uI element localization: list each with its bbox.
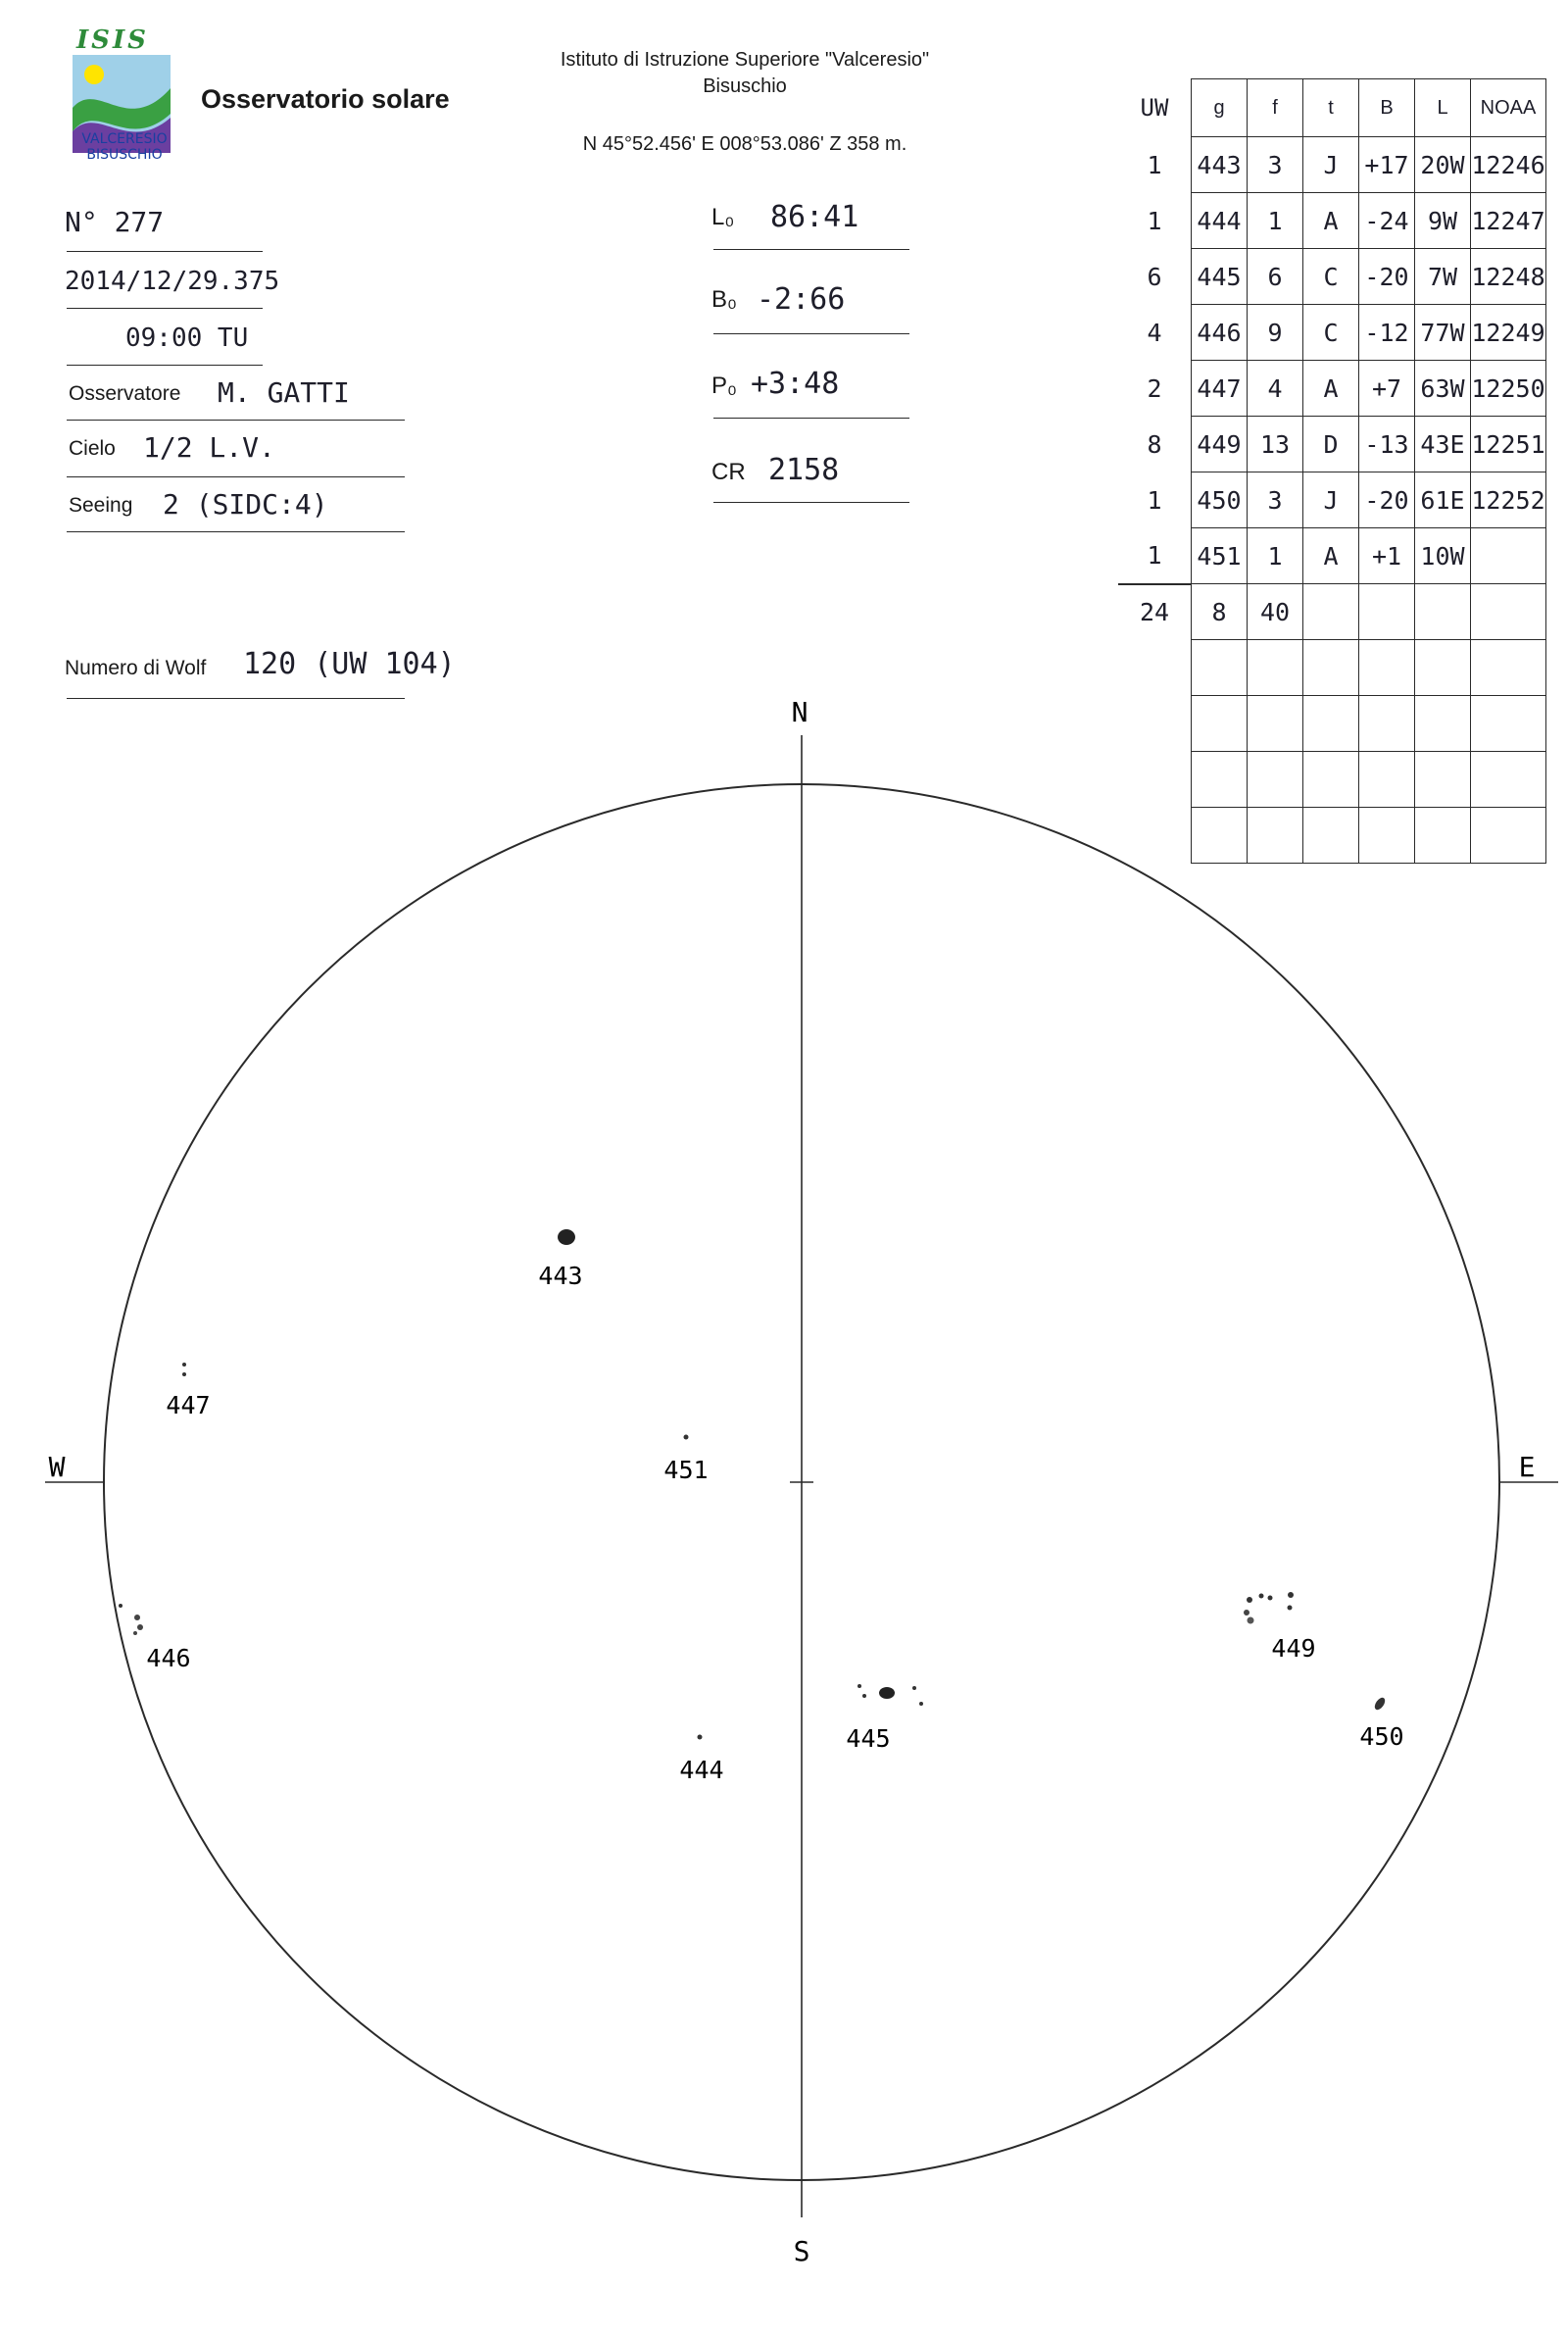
b0-label: B₀ (711, 286, 737, 313)
cell-f: 6 (1248, 249, 1303, 305)
cell-l: 20W (1415, 137, 1471, 193)
cell-f: 1 (1248, 528, 1303, 584)
cell-g: 443 (1192, 137, 1248, 193)
cell-uw: 1 (1147, 206, 1162, 235)
group-label-443: 443 (538, 1262, 583, 1290)
south-label: S (793, 2235, 810, 2267)
west-label: W (48, 1451, 66, 1483)
observatory-title: Osservatorio solare (201, 84, 450, 114)
l0-label: L₀ (711, 204, 735, 230)
observation-date: 2014/12/29.375 (65, 267, 280, 296)
cell-g: 451 (1192, 528, 1248, 584)
total-f: 40 (1248, 584, 1303, 640)
cell-f: 3 (1248, 472, 1303, 528)
cell-l: 7W (1415, 249, 1471, 305)
cell-t: A (1303, 528, 1359, 584)
p0-value: +3:48 (751, 367, 840, 401)
cr-label: CR (711, 459, 746, 485)
cell-noaa: 12250 (1471, 361, 1546, 417)
sunspot-group-445 (858, 1684, 923, 1706)
cell-t: A (1303, 361, 1359, 417)
sunspot-group-446 (119, 1604, 143, 1635)
logo-text: ISIS (76, 25, 149, 55)
cell-b: +7 (1359, 361, 1415, 417)
logo-subtitle-1: VALCERESIO (81, 131, 168, 147)
wolf-number-value: 120 (UW 104) (243, 647, 456, 681)
cell-b: -12 (1359, 305, 1415, 361)
header-l: L (1415, 79, 1471, 137)
cell-uw: 6 (1147, 262, 1162, 291)
cell-t: C (1303, 305, 1359, 361)
cell-b: +1 (1359, 528, 1415, 584)
header-f: f (1248, 79, 1303, 137)
sunspot-450 (1373, 1696, 1388, 1712)
cell-g: 450 (1192, 472, 1248, 528)
cell-t: J (1303, 137, 1359, 193)
sunspot-group-447 (182, 1363, 186, 1376)
sky-value: 1/2 L.V. (143, 431, 275, 464)
cell-t: C (1303, 249, 1359, 305)
observation-time: 09:00 TU (125, 323, 249, 353)
institute-name: Istituto di Istruzione Superiore "Valceresio" (560, 49, 930, 71)
cell-uw: 4 (1147, 318, 1162, 347)
cell-noaa: 12246 (1471, 137, 1546, 193)
header-g: g (1192, 79, 1248, 137)
cell-t: D (1303, 417, 1359, 472)
cell-l: 43E (1415, 417, 1471, 472)
header-uw: UW (1140, 94, 1169, 122)
cell-uw: 1 (1147, 541, 1162, 570)
sky-label: Cielo (69, 437, 116, 460)
cell-uw: 2 (1147, 373, 1162, 403)
cell-b: -24 (1359, 193, 1415, 249)
logo-subtitle-2: BISUSCHIO (86, 147, 163, 163)
sunspot-group-449 (1244, 1592, 1294, 1624)
group-label-451: 451 (663, 1456, 709, 1484)
l0-value: 86:41 (770, 200, 859, 234)
cell-l: 77W (1415, 305, 1471, 361)
group-label-446: 446 (146, 1644, 191, 1672)
cell-b: -20 (1359, 249, 1415, 305)
observer-label: Osservatore (69, 382, 181, 405)
header-t: t (1303, 79, 1359, 137)
cr-value: 2158 (768, 453, 840, 487)
north-label: N (791, 696, 808, 728)
p0-label: P₀ (711, 373, 737, 399)
group-label-449: 449 (1271, 1634, 1316, 1663)
wolf-number-label: Numero di Wolf (65, 657, 207, 679)
observation-number: N° 277 (65, 206, 165, 238)
cell-f: 13 (1248, 417, 1303, 472)
cell-l: 63W (1415, 361, 1471, 417)
cell-t: J (1303, 472, 1359, 528)
cell-f: 1 (1248, 193, 1303, 249)
cell-g: 447 (1192, 361, 1248, 417)
cell-uw: 1 (1147, 150, 1162, 179)
group-label-450: 450 (1359, 1722, 1404, 1751)
cell-g: 444 (1192, 193, 1248, 249)
cell-g: 449 (1192, 417, 1248, 472)
cell-b: -13 (1359, 417, 1415, 472)
cell-t: A (1303, 193, 1359, 249)
cell-uw: 8 (1147, 429, 1162, 459)
seeing-label: Seeing (69, 494, 133, 517)
cell-f: 4 (1248, 361, 1303, 417)
cell-g: 445 (1192, 249, 1248, 305)
cell-uw: 1 (1147, 485, 1162, 515)
cell-noaa: 12249 (1471, 305, 1546, 361)
east-label: E (1518, 1451, 1536, 1483)
header-b: B (1359, 79, 1415, 137)
cell-l: 10W (1415, 528, 1471, 584)
seeing-value: 2 (SIDC:4) (163, 488, 328, 521)
total-g: 8 (1192, 584, 1248, 640)
cell-b: +17 (1359, 137, 1415, 193)
sunspot-451 (684, 1435, 689, 1440)
observer-value: M. GATTI (218, 376, 350, 409)
institute-town: Bisuschio (703, 75, 787, 97)
cell-noaa: 12252 (1471, 472, 1546, 528)
group-label-445: 445 (846, 1724, 891, 1753)
cell-b: -20 (1359, 472, 1415, 528)
cell-g: 446 (1192, 305, 1248, 361)
cell-noaa: 12251 (1471, 417, 1546, 472)
group-label-444: 444 (679, 1756, 724, 1784)
total-uw: 24 (1118, 584, 1192, 640)
cell-noaa: 12247 (1471, 193, 1546, 249)
cell-l: 61E (1415, 472, 1471, 528)
observatory-coordinates: N 45°52.456' E 008°53.086' Z 358 m. (582, 133, 907, 155)
cell-f: 9 (1248, 305, 1303, 361)
cell-l: 9W (1415, 193, 1471, 249)
cell-noaa: 12248 (1471, 249, 1546, 305)
cell-f: 3 (1248, 137, 1303, 193)
b0-value: -2:66 (757, 282, 846, 317)
sunspot-443 (558, 1229, 575, 1245)
header-noaa: NOAA (1471, 79, 1546, 137)
group-label-447: 447 (166, 1391, 211, 1419)
sunspot-444 (698, 1735, 703, 1740)
